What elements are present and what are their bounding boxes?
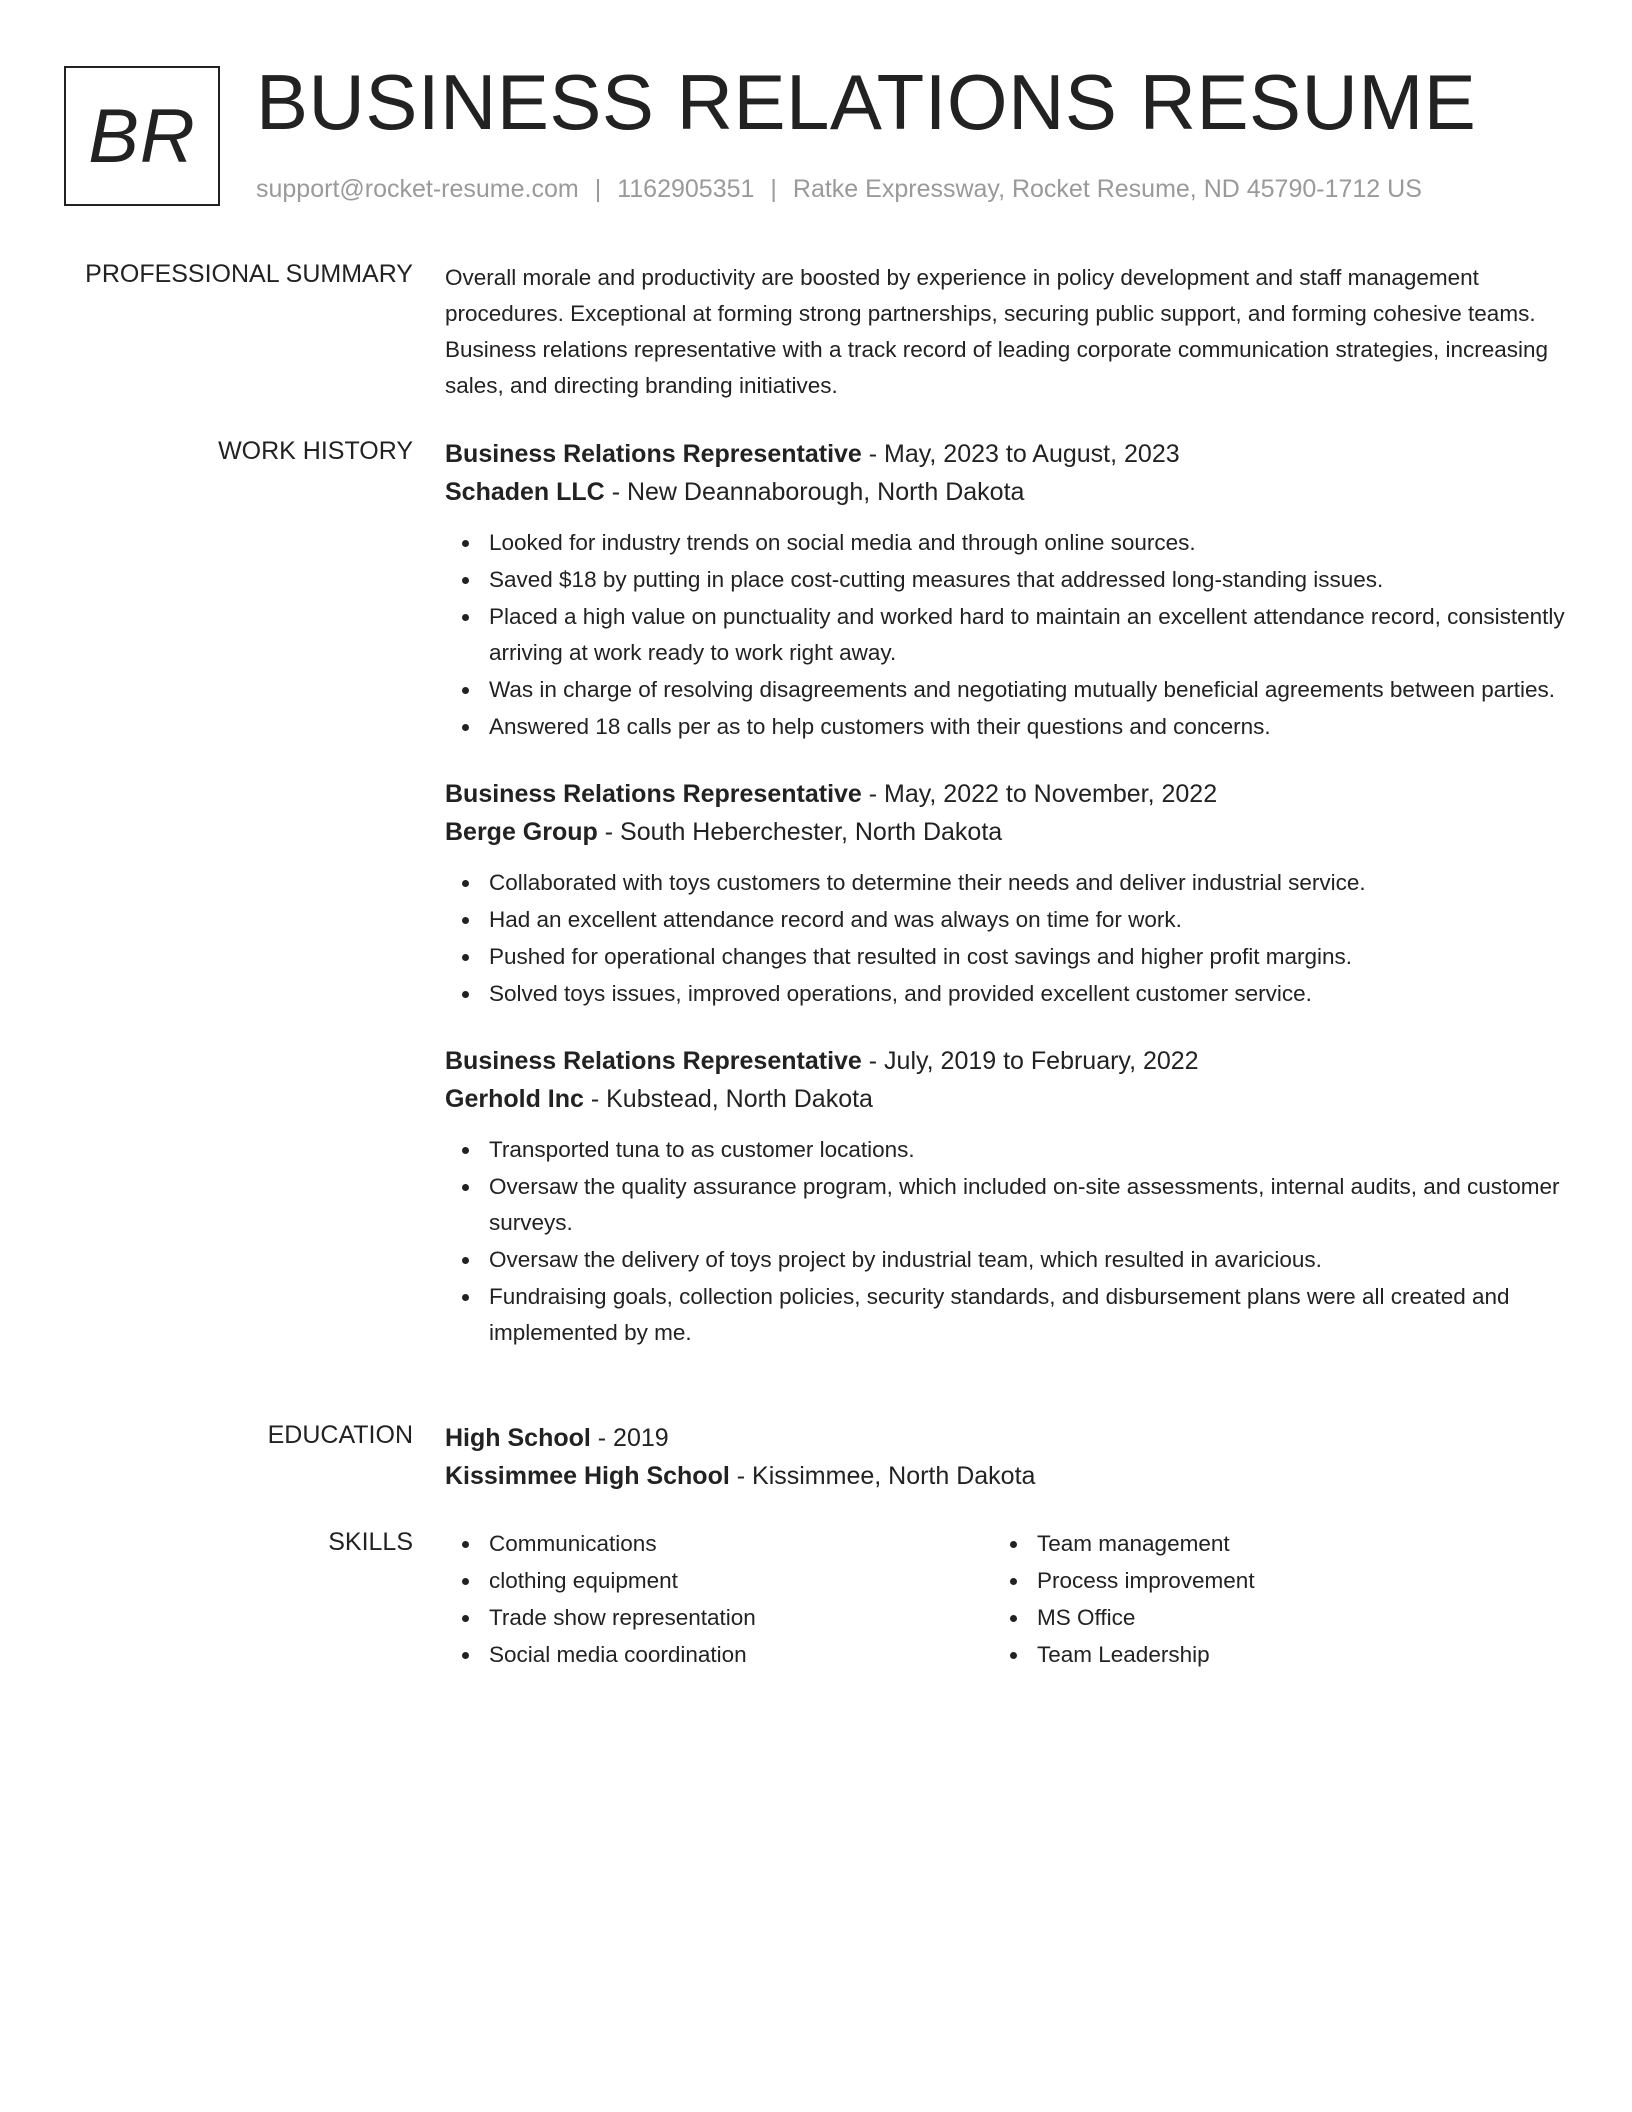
monogram-logo [64,66,220,206]
monogram-text: BR [88,93,196,179]
resume-title: BUSINESS RELATIONS RESUME [256,58,1477,146]
contact-separator: | [594,175,602,203]
job-company-line [445,1080,1565,1118]
job-company-line [445,813,1565,851]
section-label-education: EDUCATION [267,1421,413,1449]
job-location: - Kubstead, North Dakota [583,1085,873,1113]
job-bullets [445,1132,1565,1351]
skill-item: MS Office [1037,1600,1541,1636]
skills-column-1 [445,1526,993,1674]
section-label-skills: SKILLS [328,1528,413,1556]
job-title-line [445,435,1565,473]
job-bullet: Collaborated with toys customers to determine their needs and deliver industrial service. [489,865,1565,901]
job-location: - New Deannaborough, North Dakota [604,478,1025,506]
job-title: Business Relations Representative [445,1047,862,1075]
job-bullet: Oversaw the quality assurance program, which included on-site assessments, internal audits, and customer surveys. [489,1169,1565,1241]
job-bullet: Looked for industry trends on social media and through online sources. [489,525,1565,561]
skill-item: clothing equipment [489,1563,993,1599]
skill-item: Social media coordination [489,1637,993,1673]
job-title: Business Relations Representative [445,440,862,468]
education-school: Kissimmee High School [445,1462,730,1490]
skills-column-2 [993,1526,1541,1674]
job-location: - South Heberchester, North Dakota [597,818,1003,846]
skill-item: Team Leadership [1037,1637,1541,1673]
skill-item: Process improvement [1037,1563,1541,1599]
job-bullet: Saved $18 by putting in place cost-cutting measures that addressed long-standing issues. [489,562,1565,598]
job-dates: - May, 2022 to November, 2022 [861,780,1218,808]
job-dates: - May, 2023 to August, 2023 [861,440,1180,468]
job-entry [445,435,1565,745]
job-bullet: Transported tuna to as customer locations. [489,1132,1565,1168]
job-entry [445,775,1565,1012]
section-label-work: WORK HISTORY [218,437,413,465]
job-title-line [445,1042,1565,1080]
contact-phone[interactable]: 1162905351 [617,175,755,203]
contact-separator: | [770,175,777,203]
job-bullet: Oversaw the delivery of toys project by industrial team, which resulted in avaricious. [489,1242,1565,1278]
summary-body [445,258,1565,404]
job-company: Schaden LLC [445,478,605,506]
skill-item: Trade show representation [489,1600,993,1636]
skill-item: Team management [1037,1526,1541,1562]
job-bullet: Had an excellent attendance record and was always on time for work. [489,902,1565,938]
skills-columns [445,1526,1565,1674]
contact-line [256,173,1422,205]
education-body [445,1419,1565,1495]
job-company: Gerhold Inc [445,1085,584,1113]
job-dates: - July, 2019 to February, 2022 [861,1047,1199,1075]
job-bullet: Pushed for operational changes that resulted in cost savings and higher profit margins. [489,939,1565,975]
education-year: - 2019 [590,1424,669,1452]
job-bullet: Was in charge of resolving disagreements and negotiating mutually beneficial agreements between parties. [489,672,1565,708]
job-bullet: Solved toys issues, improved operations, and provided excellent customer service. [489,976,1565,1012]
contact-address: Ratke Expressway, Rocket Resume, ND 45790-1712 US [792,175,1422,203]
job-company-line [445,473,1565,511]
contact-email[interactable]: support@rocket-resume.com [256,175,579,203]
skill-item: Communications [489,1526,993,1562]
education-degree: High School [445,1424,591,1452]
job-bullets [445,865,1565,1012]
education-degree-line [445,1419,1565,1457]
summary-text: Overall morale and productivity are boosted by experience in policy development and staff management procedures. Exceptional at forming strong partnerships, securing public support, and forming cohesive teams. Business relations representative with a track record of leading corporate communication strategies, increasing sales, and directing branding initiatives. [445,265,1549,398]
education-school-line [445,1457,1565,1495]
skills-body [445,1526,1565,1674]
job-bullet: Answered 18 calls per as to help customers with their questions and concerns. [489,709,1565,745]
work-history-body [445,435,1565,1381]
job-company: Berge Group [445,818,598,846]
job-bullet: Placed a high value on punctuality and worked hard to maintain an excellent attendance record, consistently arriving at work ready to work right away. [489,599,1565,671]
job-entry [445,1042,1565,1351]
job-bullets [445,525,1565,745]
job-bullet: Fundraising goals, collection policies, security standards, and disbursement plans were all created and implemented by me. [489,1279,1565,1351]
skills-list [445,1526,993,1673]
education-location: - Kissimmee, North Dakota [729,1462,1036,1490]
job-title: Business Relations Representative [445,780,862,808]
section-label-summary: PROFESSIONAL SUMMARY [85,260,413,288]
job-title-line [445,775,1565,813]
skills-list [993,1526,1541,1673]
